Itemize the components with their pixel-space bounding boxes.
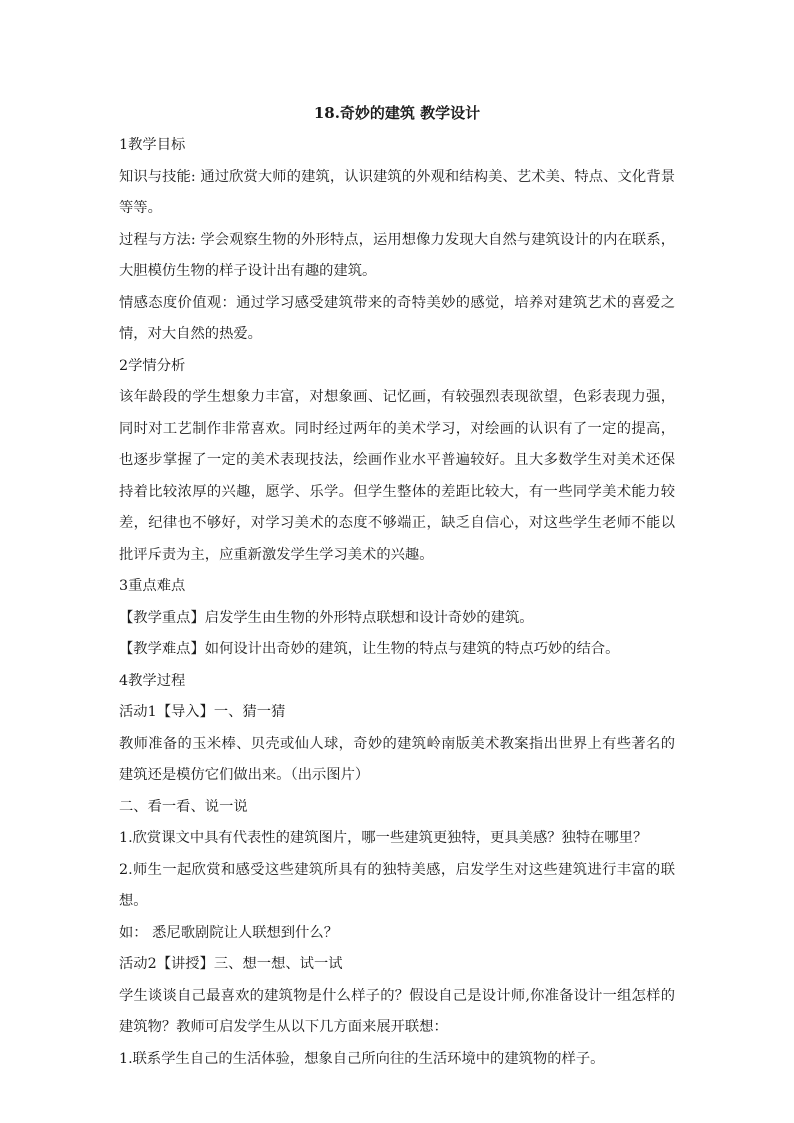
paragraph-example: 如： 悉尼歌剧院让人联想到什么？ — [119, 924, 338, 941]
section-heading-student-analysis: 2学情分析 — [119, 357, 186, 374]
paragraph-activity-2: 活动2【讲授】三、想一想、试一试 — [119, 956, 343, 972]
section-heading-key-points: 3重点难点 — [119, 578, 186, 594]
paragraph-guess: 教师准备的玉米棒、贝壳或仙人球，奇妙的建筑岭南版美术教案指出世界上有些著名的建筑还是模仿它们做出来。（出示图片） — [119, 735, 675, 783]
paragraph-item-life: 1.联系学生自己的生活体验，想象自己所向往的生活环境中的建筑物的样子。 — [119, 1050, 605, 1067]
paragraph-look-say: 二、看一看、说一说 — [119, 798, 248, 815]
document-body — [119, 130, 675, 1075]
paragraph-knowledge-skills: 知识与技能: 通过欣赏大师的建筑，认识建筑的外观和结构美、艺术美、特点、文化背景等等。 — [119, 168, 675, 216]
paragraph-difficult-point: 【教学难点】如何设计出奇妙的建筑，让生物的特点与建筑的特点巧妙的结合。 — [119, 641, 620, 657]
section-heading-objectives: 1教学目标 — [119, 137, 186, 153]
section-heading-process: 4教学过程 — [119, 672, 186, 689]
paragraph-item-2: 2.师生一起欣赏和感受这些建筑所具有的独特美感，启发学生对这些建筑进行丰富的联想。 — [119, 861, 675, 909]
document-title: 18.奇妙的建筑 教学设计 — [313, 104, 481, 122]
paragraph-emotion-values: 情感态度价值观：通过学习感受建筑带来的奇特美妙的感觉，培养对建筑艺术的喜爱之情，对大自然的热爱。 — [119, 294, 675, 342]
paragraph-key-point: 【教学重点】启发学生由生物的外形特点联想和设计奇妙的建筑。 — [119, 609, 534, 626]
paragraph-item-1: 1.欣赏课文中具有代表性的建筑图片，哪一些建筑更独特，更具美感？独特在哪里？ — [119, 830, 648, 846]
paragraph-student-analysis: 该年龄段的学生想象力丰富，对想象画、记忆画，有较强烈表现欲望，色彩表现力强，同时对工艺制作非常喜欢。同时经过两年的美术学习，对绘画的认识有了一定的提高，也逐步掌握了一定的美术表现技法，绘画作业水平普遍较好。且大多数学生对美术还保持着比较浓厚的兴趣，愿学、乐学。但学生整体的差距比较大，有一些同学美术能力较差，纪律也不够好，对学习美术的态度不够端正，缺乏自信心，对这些学生老师不能以批评斥责为主，应重新激发学生学习美术的兴趣。 — [119, 389, 675, 563]
paragraph-process-methods: 过程与方法: 学会观察生物的外形特点，运用想像力发现大自然与建筑设计的内在联系，大胆模仿生物的样子设计出有趣的建筑。 — [119, 231, 675, 279]
paragraph-students-discuss: 学生谈谈自己最喜欢的建筑物是什么样子的？假设自己是设计师,你准备设计一组怎样的建筑物？教师可启发学生从以下几方面来展开联想： — [119, 987, 675, 1035]
paragraph-activity-1: 活动1【导入】一、猜一猜 — [119, 704, 286, 720]
